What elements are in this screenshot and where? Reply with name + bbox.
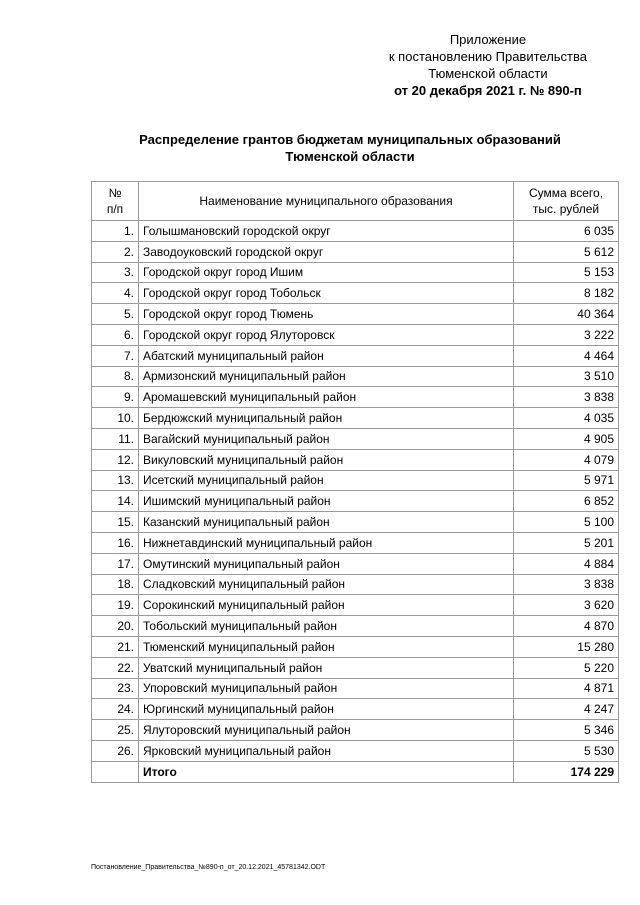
- row-sum: 4 464: [514, 345, 619, 366]
- table-row: [92, 387, 619, 408]
- row-sum: 5 220: [514, 657, 619, 678]
- header-region: Тюменской области: [428, 66, 548, 81]
- table-row: [92, 408, 619, 429]
- header-sum: [514, 182, 619, 221]
- row-number: 13.: [92, 470, 139, 491]
- row-sum: 3 838: [514, 574, 619, 595]
- table-row: [92, 262, 619, 283]
- table-row: [92, 366, 619, 387]
- row-sum: 4 035: [514, 408, 619, 429]
- header-date-number: от 20 декабря 2021 г. № 890-п: [394, 83, 582, 98]
- row-name: Сорокинский муниципальный район: [139, 595, 514, 616]
- table-row: [92, 699, 619, 720]
- row-number: 7.: [92, 345, 139, 366]
- row-sum: 5 201: [514, 532, 619, 553]
- table-row: [92, 595, 619, 616]
- total-number: [92, 761, 139, 782]
- row-number: 10.: [92, 408, 139, 429]
- table-body: [92, 221, 619, 762]
- row-sum: 15 280: [514, 636, 619, 657]
- row-number: 26.: [92, 740, 139, 761]
- row-name: Тюменский муниципальный район: [139, 636, 514, 657]
- table-row: [92, 553, 619, 574]
- table-row: [92, 657, 619, 678]
- table-row: [92, 470, 619, 491]
- table-row: [92, 283, 619, 304]
- row-number: 16.: [92, 532, 139, 553]
- row-name: Исетский муниципальный район: [139, 470, 514, 491]
- row-sum: 3 510: [514, 366, 619, 387]
- row-sum: 5 612: [514, 241, 619, 262]
- header-number-symbol: №: [108, 186, 122, 200]
- header-number: [92, 182, 139, 221]
- total-label: Итого: [139, 761, 514, 782]
- row-sum: 4 247: [514, 699, 619, 720]
- table-row: [92, 740, 619, 761]
- row-sum: 40 364: [514, 304, 619, 325]
- total-row: [92, 761, 619, 782]
- table-row: [92, 512, 619, 533]
- row-sum: 6 035: [514, 221, 619, 242]
- table-row: [92, 636, 619, 657]
- row-sum: 5 530: [514, 740, 619, 761]
- row-number: 23.: [92, 678, 139, 699]
- row-sum: 5 100: [514, 512, 619, 533]
- row-number: 11.: [92, 428, 139, 449]
- row-sum: 5 346: [514, 720, 619, 741]
- document-title: [0, 131, 640, 165]
- row-name: Бердюжский муниципальный район: [139, 408, 514, 429]
- row-sum: 4 884: [514, 553, 619, 574]
- row-name: Городской округ город Ишим: [139, 262, 514, 283]
- row-name: Омутинский муниципальный район: [139, 553, 514, 574]
- row-name: Голышмановский городской округ: [139, 221, 514, 242]
- row-number: 12.: [92, 449, 139, 470]
- row-sum: 4 905: [514, 428, 619, 449]
- row-number: 25.: [92, 720, 139, 741]
- row-name: Ярковский муниципальный район: [139, 740, 514, 761]
- row-number: 6.: [92, 324, 139, 345]
- row-number: 19.: [92, 595, 139, 616]
- row-sum: 3 222: [514, 324, 619, 345]
- row-name: Ялуторовский муниципальный район: [139, 720, 514, 741]
- row-name: Абатский муниципальный район: [139, 345, 514, 366]
- row-name: Ишимский муниципальный район: [139, 491, 514, 512]
- row-number: 20.: [92, 616, 139, 637]
- table-row: [92, 720, 619, 741]
- document-header: [389, 31, 587, 99]
- row-name: Сладковский муниципальный район: [139, 574, 514, 595]
- row-name: Юргинский муниципальный район: [139, 699, 514, 720]
- row-name: Упоровский муниципальный район: [139, 678, 514, 699]
- row-sum: 3 838: [514, 387, 619, 408]
- table-row: [92, 449, 619, 470]
- total-sum: 174 229: [514, 761, 619, 782]
- row-number: 24.: [92, 699, 139, 720]
- table-row: [92, 616, 619, 637]
- row-number: 21.: [92, 636, 139, 657]
- row-sum: 3 620: [514, 595, 619, 616]
- row-number: 9.: [92, 387, 139, 408]
- row-name: Нижнетавдинский муниципальный район: [139, 532, 514, 553]
- row-sum: 4 079: [514, 449, 619, 470]
- row-name: Тобольский муниципальный район: [139, 616, 514, 637]
- header-name: Наименование муниципального образования: [139, 182, 514, 221]
- table-row: [92, 324, 619, 345]
- row-name: Городской округ город Ялуторовск: [139, 324, 514, 345]
- row-name: Городской округ город Тюмень: [139, 304, 514, 325]
- row-sum: 5 153: [514, 262, 619, 283]
- footer-filename: Постановление_Правительства_№890-п_от_20.12.2021_45781342.ODT: [91, 864, 326, 871]
- row-name: Армизонский муниципальный район: [139, 366, 514, 387]
- row-name: Вагайский муниципальный район: [139, 428, 514, 449]
- table-header-row: [92, 182, 619, 221]
- title-line-2: Тюменской области: [285, 149, 415, 164]
- table-row: [92, 532, 619, 553]
- row-number: 2.: [92, 241, 139, 262]
- header-sum-line-1: Сумма всего,: [528, 186, 604, 200]
- row-number: 22.: [92, 657, 139, 678]
- header-sum-line-2: тыс. рублей: [532, 202, 600, 216]
- table-row: [92, 678, 619, 699]
- row-name: Уватский муниципальный район: [139, 657, 514, 678]
- row-number: 14.: [92, 491, 139, 512]
- header-appendix: Приложение: [449, 32, 527, 47]
- row-name: Аромашевский муниципальный район: [139, 387, 514, 408]
- row-number: 15.: [92, 512, 139, 533]
- table-row: [92, 428, 619, 449]
- row-number: 18.: [92, 574, 139, 595]
- table-row: [92, 491, 619, 512]
- table-row: [92, 241, 619, 262]
- row-sum: 4 870: [514, 616, 619, 637]
- table-row: [92, 574, 619, 595]
- row-sum: 5 971: [514, 470, 619, 491]
- row-number: 1.: [92, 221, 139, 242]
- table-row: [92, 345, 619, 366]
- row-sum: 4 871: [514, 678, 619, 699]
- title-line-1: Распределение грантов бюджетам муниципальных образований: [139, 132, 561, 147]
- row-number: 5.: [92, 304, 139, 325]
- grants-table: [91, 181, 619, 783]
- table-row: [92, 221, 619, 242]
- row-number: 4.: [92, 283, 139, 304]
- row-name: Заводоуковский городской округ: [139, 241, 514, 262]
- row-name: Викуловский муниципальный район: [139, 449, 514, 470]
- row-number: 8.: [92, 366, 139, 387]
- header-number-pp: п/п: [106, 202, 124, 216]
- row-name: Городской округ город Тобольск: [139, 283, 514, 304]
- table-row: [92, 304, 619, 325]
- row-sum: 6 852: [514, 491, 619, 512]
- row-sum: 8 182: [514, 283, 619, 304]
- row-number: 3.: [92, 262, 139, 283]
- header-resolution: к постановлению Правительства: [388, 49, 587, 64]
- row-name: Казанский муниципальный район: [139, 512, 514, 533]
- row-number: 17.: [92, 553, 139, 574]
